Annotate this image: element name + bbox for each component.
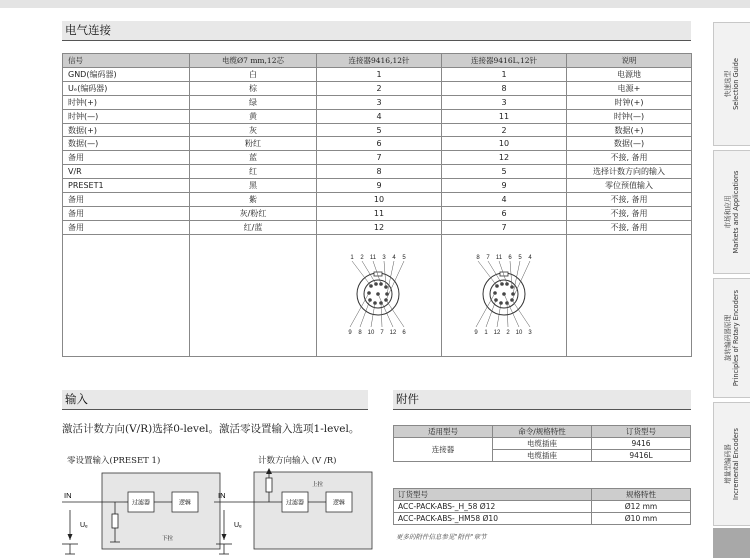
input-description: 激活计数方向(V/R)选择0-level。激活零设置输入选项1-level。 bbox=[62, 423, 360, 435]
table-row bbox=[63, 179, 692, 193]
cell-pin-9416: 6 bbox=[317, 137, 442, 151]
pin-label: 4 bbox=[392, 255, 396, 261]
cell-signal: GND(编码器) bbox=[63, 68, 190, 82]
cell-spec: Ø10 mm bbox=[592, 512, 691, 524]
cell-pin-9416: 9 bbox=[317, 179, 442, 193]
cell-pin-9416l: 11 bbox=[442, 109, 567, 123]
cell-pin-9416l: 1 bbox=[442, 68, 567, 82]
cell-pin-9416l: 8 bbox=[442, 81, 567, 95]
pin-label: 2 bbox=[360, 255, 364, 261]
table-row bbox=[394, 501, 691, 513]
top-band bbox=[0, 0, 750, 8]
cell-cable: 灰/粉红 bbox=[190, 206, 317, 220]
table-row bbox=[63, 206, 692, 220]
sidebar-tab-incremental[interactable] bbox=[713, 402, 750, 526]
pin-label: 8 bbox=[358, 330, 362, 336]
cell-pin-9416: 5 bbox=[317, 123, 442, 137]
section-electrical-header bbox=[62, 21, 691, 41]
col-spec: 规格特性 bbox=[592, 489, 691, 501]
col-conn-9416l: 连接器9416L,12针 bbox=[442, 54, 567, 68]
cell-pin-9416: 2 bbox=[317, 81, 442, 95]
circuit2-diagram bbox=[214, 464, 374, 558]
connector-9416-diagram bbox=[338, 250, 418, 340]
table-row bbox=[394, 438, 691, 450]
cell-cable: 棕 bbox=[190, 81, 317, 95]
table-row bbox=[63, 109, 692, 123]
pin-label: 7 bbox=[380, 330, 384, 336]
pin-label: 10 bbox=[367, 330, 375, 336]
pin-label: 9 bbox=[474, 330, 478, 336]
circuit1-title: 零设置输入(PRESET 1) bbox=[67, 456, 161, 466]
in-label: IN bbox=[218, 491, 226, 500]
pin-label: 11 bbox=[495, 255, 503, 261]
filter-label: 过滤器 bbox=[131, 499, 151, 507]
pin-label: 2 bbox=[506, 330, 510, 336]
cell-description: 数据(+) bbox=[567, 123, 692, 137]
ue-label: Uₑ bbox=[234, 522, 242, 529]
cell-description: 不接, 备用 bbox=[567, 220, 692, 234]
table-row bbox=[63, 123, 692, 137]
cell-pin-9416l: 5 bbox=[442, 165, 567, 179]
pin-label: 5 bbox=[402, 255, 406, 261]
pin-label: 12 bbox=[389, 330, 397, 336]
cell-pin-9416l: 10 bbox=[442, 137, 567, 151]
cell-description: 不接, 备用 bbox=[567, 193, 692, 207]
sidebar-tab-selection-guide[interactable] bbox=[713, 22, 750, 146]
cell-order: 9416L bbox=[592, 450, 691, 462]
cell-signal: V/R bbox=[63, 165, 190, 179]
cell-description: 零位预值输入 bbox=[567, 179, 692, 193]
pin-label: 8 bbox=[476, 255, 480, 261]
tab-label-zh: 快速选型 bbox=[724, 70, 732, 98]
col-applicable-model: 适用型号 bbox=[394, 426, 493, 438]
cell-signal: 备用 bbox=[63, 151, 190, 165]
table-row bbox=[63, 68, 692, 82]
pin-label: 10 bbox=[515, 330, 523, 336]
accessories-table-connectors bbox=[393, 425, 691, 462]
cell-order: 9416 bbox=[592, 438, 691, 450]
pin-label: 12 bbox=[493, 330, 501, 336]
col-command-spec: 命令/规格特性 bbox=[493, 426, 592, 438]
cell-description: 电源地 bbox=[567, 68, 692, 82]
cell-pin-9416l: 9 bbox=[442, 179, 567, 193]
tab-label-zh: 市场和应用 bbox=[724, 195, 732, 229]
pin-label: 4 bbox=[528, 255, 532, 261]
section-accessories-header bbox=[393, 390, 691, 410]
table-row bbox=[63, 193, 692, 207]
cell-cable: 粉红 bbox=[190, 137, 317, 151]
cell-description: 电源+ bbox=[567, 81, 692, 95]
col-cable: 电缆Ø7 mm,12芯 bbox=[190, 54, 317, 68]
col-signal: 信号 bbox=[63, 54, 190, 68]
cell-signal: 备用 bbox=[63, 206, 190, 220]
tab-label-en: Selection Guide bbox=[732, 58, 740, 110]
cell-pin-9416: 4 bbox=[317, 109, 442, 123]
cell-signal: Uₑ(编码器) bbox=[63, 81, 190, 95]
col-order-model: 订货型号 bbox=[592, 426, 691, 438]
cell-description: 时钟(—) bbox=[567, 109, 692, 123]
cell-pin-9416: 7 bbox=[317, 151, 442, 165]
cell-cable: 绿 bbox=[190, 95, 317, 109]
tab-label-zh: 旋转编码器原理 bbox=[724, 314, 732, 362]
cell-pin-9416l: 12 bbox=[442, 151, 567, 165]
cell-cable: 蓝 bbox=[190, 151, 317, 165]
pin-label: 7 bbox=[486, 255, 490, 261]
pin-label: 1 bbox=[350, 255, 354, 261]
cell-signal: 数据(+) bbox=[63, 123, 190, 137]
pin-label: 3 bbox=[528, 330, 532, 336]
cell-cable: 白 bbox=[190, 68, 317, 82]
cell-pin-9416l: 7 bbox=[442, 220, 567, 234]
acc1-header bbox=[394, 426, 691, 438]
cell-spec: 电缆插座 bbox=[493, 438, 592, 450]
cell-pin-9416l: 3 bbox=[442, 95, 567, 109]
cell-order: ACC-PACK-ABS-_H_58 Ø12 bbox=[394, 501, 592, 513]
table-row bbox=[63, 220, 692, 234]
connector-9416l-diagram bbox=[464, 250, 544, 340]
signal-table-header bbox=[63, 54, 692, 68]
pin-label: 6 bbox=[402, 330, 406, 336]
ue-label: Uₑ bbox=[80, 522, 88, 529]
sidebar-tabs bbox=[713, 22, 750, 558]
section-input-title: 输入 bbox=[65, 392, 88, 406]
cell-pin-9416: 11 bbox=[317, 206, 442, 220]
col-conn-9416: 连接器9416,12针 bbox=[317, 54, 442, 68]
sidebar-tab-active-marker bbox=[713, 528, 750, 558]
cell-signal: PRESET1 bbox=[63, 179, 190, 193]
pin-label: 3 bbox=[382, 255, 386, 261]
section-input-header bbox=[62, 390, 368, 410]
table-row bbox=[63, 165, 692, 179]
cell-cable: 黄 bbox=[190, 109, 317, 123]
cell-pin-9416l: 6 bbox=[442, 206, 567, 220]
pin-label: 6 bbox=[508, 255, 512, 261]
table-row bbox=[63, 81, 692, 95]
section-electrical-title: 电气连接 bbox=[65, 23, 111, 37]
pull-label: 下拉 bbox=[162, 536, 174, 542]
filter-label: 过滤器 bbox=[285, 499, 305, 507]
cell-pin-9416: 8 bbox=[317, 165, 442, 179]
tab-label-en: Incremental Encoders bbox=[732, 428, 740, 500]
cell-cable: 灰 bbox=[190, 123, 317, 137]
accessories-note: 更多的附件信息参见"附件"章节 bbox=[396, 533, 487, 541]
cell-pin-9416l: 4 bbox=[442, 193, 567, 207]
circuit2-title: 计数方向输入 (V /R) bbox=[258, 456, 337, 466]
cell-pin-9416: 3 bbox=[317, 95, 442, 109]
col-order-model: 订货型号 bbox=[394, 489, 592, 501]
table-row bbox=[63, 151, 692, 165]
tab-label-zh: 增量型编码器 bbox=[724, 444, 732, 484]
cell-pin-9416: 1 bbox=[317, 68, 442, 82]
cell-description: 数据(—) bbox=[567, 137, 692, 151]
cell-description: 时钟(+) bbox=[567, 95, 692, 109]
pin-label: 1 bbox=[484, 330, 488, 336]
cell-spec: 电缆插座 bbox=[493, 450, 592, 462]
cell-cable: 紫 bbox=[190, 193, 317, 207]
table-row bbox=[63, 95, 692, 109]
cell-group-label: 连接器 bbox=[394, 438, 493, 462]
logic-label: 逻辑 bbox=[332, 499, 346, 507]
cell-description: 选择计数方向的输入 bbox=[567, 165, 692, 179]
col-description: 说明 bbox=[567, 54, 692, 68]
cell-pin-9416l: 2 bbox=[442, 123, 567, 137]
cell-signal: 时钟(+) bbox=[63, 95, 190, 109]
cell-signal: 备用 bbox=[63, 193, 190, 207]
pull-label: 上拉 bbox=[312, 482, 324, 488]
cell-signal: 备用 bbox=[63, 220, 190, 234]
circuit1-diagram bbox=[62, 470, 222, 558]
table-row bbox=[63, 137, 692, 151]
acc2-header bbox=[394, 489, 691, 501]
tab-label-en: Markets and Applications bbox=[732, 170, 740, 254]
logic-label: 逻辑 bbox=[178, 499, 192, 507]
cell-pin-9416: 10 bbox=[317, 193, 442, 207]
pin-label: 5 bbox=[518, 255, 522, 261]
tab-label-en: Principles of Rotary Encoders bbox=[732, 289, 740, 387]
in-label: IN bbox=[64, 491, 72, 500]
cell-order: ACC-PACK-ABS-_HM58 Ø10 bbox=[394, 512, 592, 524]
section-accessories-title: 附件 bbox=[396, 392, 419, 406]
sidebar-tab-principles[interactable] bbox=[713, 278, 750, 398]
pin-label: 9 bbox=[348, 330, 352, 336]
cell-cable: 红 bbox=[190, 165, 317, 179]
cell-description: 不接, 备用 bbox=[567, 206, 692, 220]
table-row bbox=[394, 512, 691, 524]
cell-description: 不接, 备用 bbox=[567, 151, 692, 165]
cell-pin-9416: 12 bbox=[317, 220, 442, 234]
cell-signal: 时钟(—) bbox=[63, 109, 190, 123]
sidebar-tab-markets[interactable] bbox=[713, 150, 750, 274]
cell-cable: 红/蓝 bbox=[190, 220, 317, 234]
accessories-table-packs bbox=[393, 488, 691, 525]
cell-spec: Ø12 mm bbox=[592, 501, 691, 513]
pin-label: 11 bbox=[369, 255, 377, 261]
cell-signal: 数据(—) bbox=[63, 137, 190, 151]
cell-cable: 黑 bbox=[190, 179, 317, 193]
